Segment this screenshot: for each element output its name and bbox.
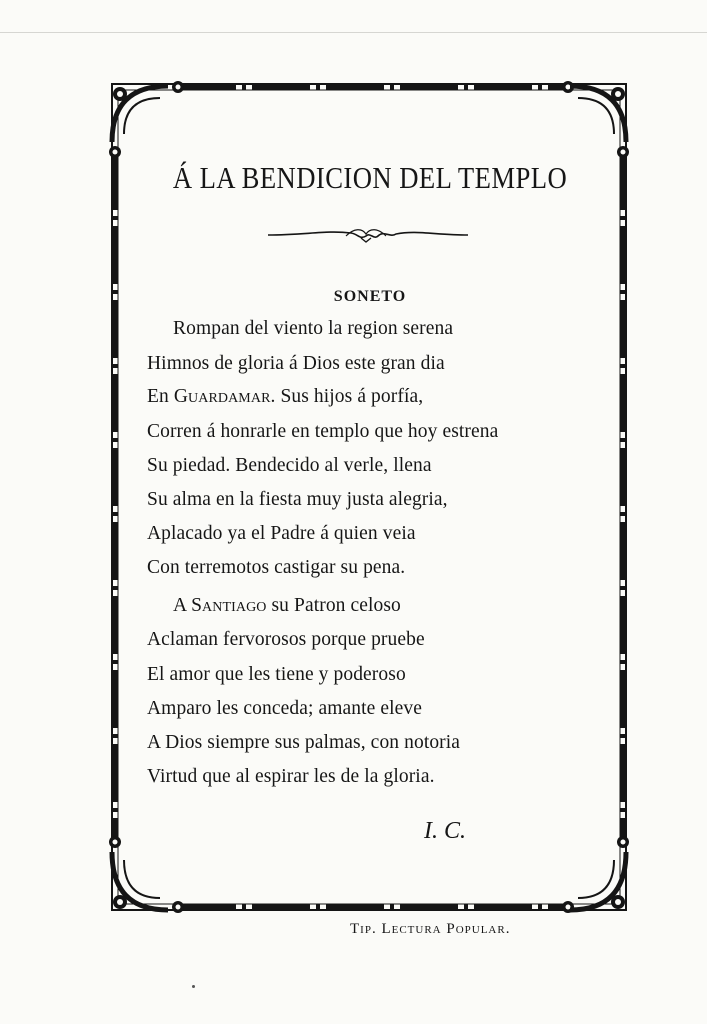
poem-form-heading: SONETO xyxy=(333,288,407,305)
paper-speck xyxy=(192,985,195,988)
poem-line: Himnos de gloria á Dios este gran dia xyxy=(147,353,445,374)
page-title: Á LA BENDICION DEL TEMPLO xyxy=(172,160,568,195)
poem-line-end: . Sus hijos á porfía, xyxy=(270,386,424,407)
saint-name: Santiago xyxy=(191,595,267,616)
poem-line xyxy=(147,386,423,408)
poem-line: Su piedad. Bendecido al verle, llena xyxy=(147,455,432,476)
poem-line-start: En xyxy=(147,386,174,407)
poem-line: Aplacado ya el Padre á quien veia xyxy=(147,523,416,544)
poem-line: Amparo les conceda; amante eleve xyxy=(147,698,422,719)
flourish-divider xyxy=(266,224,470,246)
printer-imprint xyxy=(350,921,510,938)
poem-line: Su alma en la fiesta muy justa alegria, xyxy=(147,489,448,510)
paper-edge xyxy=(0,32,707,33)
poem-line: Rompan del viento la region serena xyxy=(173,318,454,339)
printer-name: Tip. Lectura Popular. xyxy=(350,921,511,937)
poem-line: Corren á honrarle en templo que hoy estrena xyxy=(147,421,499,442)
poem-line: Con terremotos castigar su pena. xyxy=(147,557,406,578)
poem-line: A Dios siempre sus palmas, con notoria xyxy=(147,732,461,753)
author-initials: I. C. xyxy=(424,818,466,844)
place-name: Guardamar xyxy=(173,386,271,407)
poem-line: El amor que les tiene y poderoso xyxy=(147,664,406,685)
poem-line-start: A xyxy=(173,595,192,616)
poem-line xyxy=(173,595,401,617)
poem-line: Virtud que al espirar les de la gloria. xyxy=(147,766,435,787)
poem-line-end: su Patron celoso xyxy=(266,595,401,616)
poem-line: Aclaman fervorosos porque pruebe xyxy=(147,629,425,650)
